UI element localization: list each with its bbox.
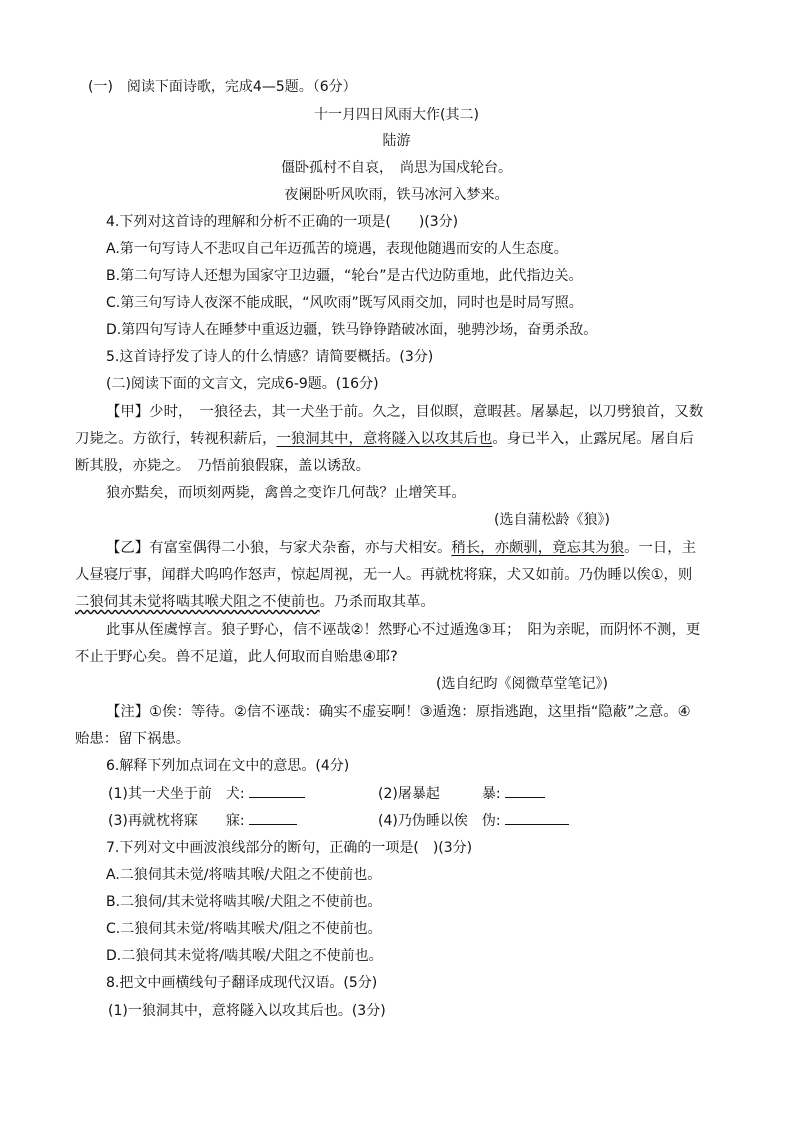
- underlined-sentence-1: 一狼洞其中，意将隧入以攻其后也: [276, 431, 493, 447]
- underlined-sentence-2: 稍长，亦颇驯，竟忘其为狼: [451, 540, 625, 556]
- answer-blank[interactable]: [505, 812, 569, 825]
- question-6-item-1: [108, 785, 305, 803]
- question-7-option-a: A.二狼伺其未觉/将啮其喉/犬阻之不使前也。: [106, 867, 382, 883]
- question-6-item-4: [378, 812, 569, 830]
- notes-line-1: 【注】①俟：等待。②信不诬哉：确实不虚妄啊！③遁逸：原指逃跑，这里指“隐蔽”之意。④: [106, 704, 691, 720]
- poem-line-1: 僵卧孤村不自哀， 尚思为国戍轮台。: [281, 160, 512, 176]
- passage-yi-line-3: [75, 593, 435, 611]
- passage-jia-source: (选自蒲松龄《狼》): [494, 512, 610, 528]
- question-4-option-a: A.第一句写诗人不悲叹自己年迈孤苦的境遇，表现他随遇而安的人生态度。: [106, 241, 568, 257]
- passage-jia-text: 。身已半入，止露尻尾。屠自后: [492, 431, 694, 447]
- item-label: (4)乃伪睡以俟 伪:: [378, 813, 501, 829]
- poem-title: 十一月四日风雨大作(其二): [314, 107, 479, 123]
- passage-jia-line-1: 【甲】少时， 一狼径去，其一犬坐于前。久之，目似瞑，意暇甚。屠暴起，以刀劈狼首，又数: [106, 404, 704, 420]
- item-label: (2)屠暴起 暴:: [378, 786, 501, 802]
- passage-yi-line-5: 不止于野心矣。兽不足道，此人何取而自贻患④耶?: [75, 649, 398, 665]
- notes-line-2: 贻患：留下祸患。: [75, 731, 191, 747]
- wavy-underlined-sentence: 二狼伺其未觉将啮其喉犬阻之不使前也: [75, 594, 320, 610]
- passage-yi-text: 【乙】有富室偶得二小狼，与家犬杂畜，亦与犬相安。: [106, 540, 452, 556]
- question-4-option-c: C.第三句写诗人夜深不能成眠，“风吹雨”既写风雨交加，同时也是时局写照。: [106, 295, 583, 311]
- passage-jia-line-3: 断其股，亦毙之。 乃悟前狼假寐，盖以诱敌。: [75, 458, 371, 474]
- question-4: 4.下列对这首诗的理解和分析不正确的一项是( )(3分): [106, 214, 459, 230]
- answer-blank[interactable]: [249, 785, 305, 798]
- passage-yi-line-4: 此事从侄虞惇言。狼子野心，信不诬哉②！然野心不过遁逸③耳； 阳为亲昵，而阴怀不测，更: [106, 622, 701, 638]
- poem-line-2: 夜阑卧听风吹雨，铁马冰河入梦来。: [284, 187, 509, 203]
- question-5: 5.这首诗抒发了诗人的什么情感？请简要概括。(3分): [106, 349, 434, 365]
- passage-yi-text: 。乃杀而取其革。: [319, 594, 435, 610]
- passage-yi-text: 。一日，主: [624, 540, 697, 556]
- passage-yi-source: (选自纪昀《阅微草堂笔记》): [436, 676, 608, 692]
- passage-jia-line-4: 狼亦黠矣，而顷刻两毙，禽兽之变诈几何哉？止增笑耳。: [106, 485, 466, 501]
- section-header-classical: (二)阅读下面的文言文，完成6-9题。(16分): [106, 376, 379, 392]
- question-6: 6.解释下列加点词在文中的意思。(4分): [106, 758, 350, 774]
- question-4-option-b: B.第二句写诗人还想为国家守卫边疆，“轮台”是古代边防重地，此代指边关。: [106, 268, 583, 284]
- question-7-option-d: D.二狼伺其未觉将/啮其喉/犬阻之不使前也。: [106, 948, 383, 964]
- question-8-item-1: (1)一狼洞其中，意将隧入以攻其后也。(3分): [108, 1003, 386, 1019]
- question-6-item-2: [378, 785, 545, 803]
- question-8: 8.把文中画横线句子翻译成现代汉语。(5分): [106, 975, 378, 991]
- question-4-option-d: D.第四句写诗人在睡梦中重返边疆，铁马铮铮踏破冰面，驰骋沙场，奋勇杀敌。: [106, 322, 598, 338]
- question-6-item-3: [108, 812, 297, 830]
- question-7-option-b: B.二狼伺/其未觉将啮其喉/犬阻之不使前也。: [106, 894, 382, 910]
- question-7-option-c: C.二狼伺其未觉/将啮其喉犬/阻之不使前也。: [106, 921, 382, 937]
- passage-yi-line-2: 人昼寝厅事，闻群犬呜呜作怒声，惊起周视，无一人。再就枕将寐，犬又如前。乃伪睡以俟①，则: [75, 567, 693, 583]
- passage-yi-line-1: [106, 539, 696, 557]
- passage-jia-text: 刀毙之。方欲行，转视积薪后，: [75, 431, 277, 447]
- poem-author: 陆游: [382, 133, 411, 149]
- item-label: (1)其一犬坐于前 犬:: [108, 786, 245, 802]
- passage-jia-line-2: [75, 430, 694, 448]
- answer-blank[interactable]: [505, 785, 545, 798]
- section-header-poem: (一) 阅读下面诗歌，完成4—5题。（6分）: [88, 79, 357, 95]
- item-label: (3)再就枕将寐 寐:: [108, 813, 245, 829]
- question-7: 7.下列对文中画波浪线部分的断句，正确的一项是( )(3分): [106, 840, 473, 856]
- answer-blank[interactable]: [249, 812, 297, 825]
